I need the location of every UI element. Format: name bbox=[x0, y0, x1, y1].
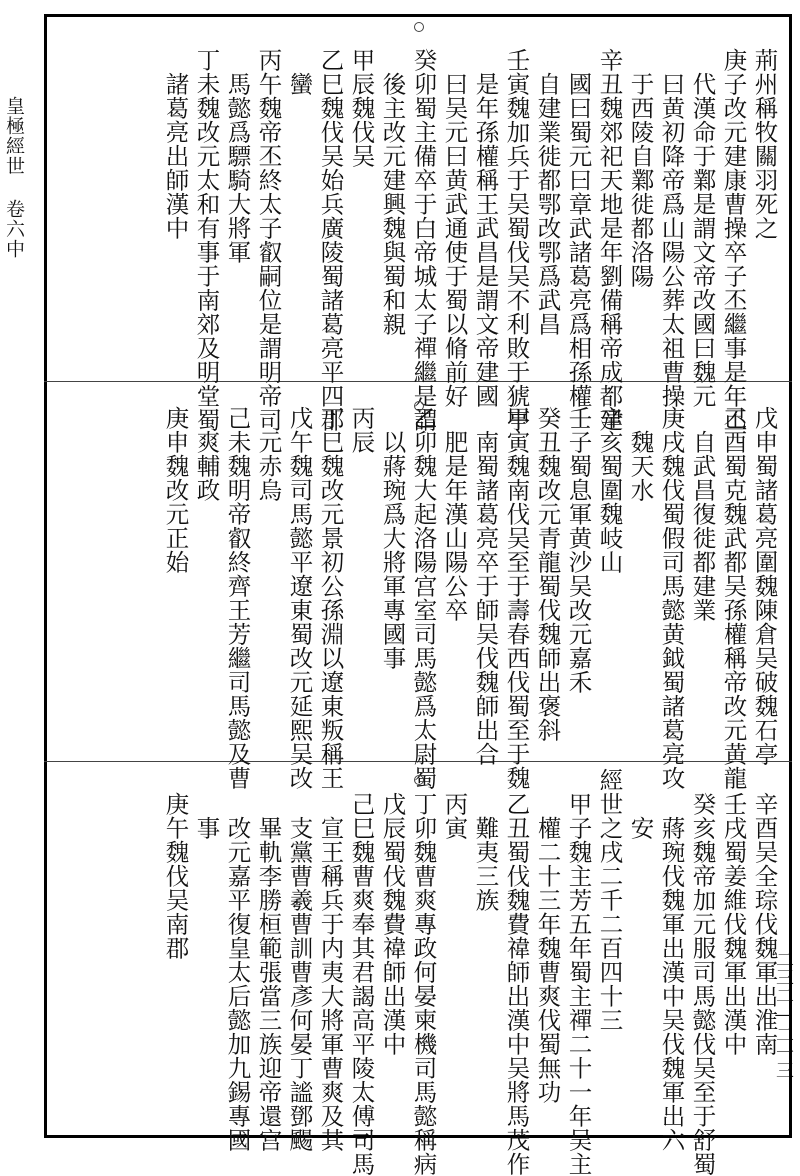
text-column: 辛酉吴全琮伐魏軍出淮南 bbox=[750, 792, 779, 1056]
text-column: 壬寅魏加兵于吴蜀伐吴不利敗于猇亭 bbox=[502, 48, 531, 432]
text-column: 曰吴元曰黄武通使于蜀以脩前好 bbox=[440, 72, 469, 408]
text-column: 國曰蜀元曰章武諸葛亮爲相孫權 bbox=[564, 72, 593, 408]
text-column: 魏天水 bbox=[626, 430, 655, 502]
text-column: 己酉蜀克魏武都吴孫權稱帝改元黄龍 bbox=[719, 406, 748, 790]
text-column: 庚子改元建康曹操卒子丕繼事是年丕 bbox=[719, 48, 748, 432]
text-column: 丁巳魏改元景初公孫淵以遼東叛稱王 bbox=[316, 406, 345, 790]
text-column: 改元嘉平復皇太后懿加九錫專國 bbox=[223, 816, 252, 1152]
text-column: 癸丑魏改元青龍蜀伐魏師出褒斜 bbox=[533, 406, 562, 742]
text-column: 支黨曹羲曹訓曹彥何晏丁謐鄧颺 bbox=[285, 816, 314, 1152]
text-column: 事 bbox=[192, 816, 221, 840]
text-column: 庚戌魏伐蜀假司馬懿黄鉞蜀諸葛亮攻 bbox=[657, 406, 686, 790]
text-column: 蔣琬伐魏軍出漢中吴伐魏軍出六 bbox=[657, 816, 686, 1152]
text-column: 己巳魏曹爽奉其君謁高平陵太傅司馬 bbox=[347, 792, 376, 1176]
text-column: 宣王稱兵于内夷大將軍曹爽及其 bbox=[316, 816, 345, 1152]
text-column: 肥是年漢山陽公卒 bbox=[440, 430, 469, 622]
text-column: 丁未魏改元太和有事于南郊及明堂蜀 bbox=[192, 48, 221, 432]
text-column: 經世之戌二千二百四十三 bbox=[595, 768, 624, 1032]
text-column: 壬子蜀息軍黄沙吴改元嘉禾 bbox=[564, 406, 593, 694]
text-column: 自建業徙都鄂改鄂爲武昌 bbox=[533, 72, 562, 336]
text-column: 甲辰魏伐吴 bbox=[347, 48, 376, 168]
page-title: 皇極經世 卷六中 bbox=[3, 96, 25, 259]
punch-hole-circle bbox=[414, 401, 424, 411]
text-column: 荊州稱牧關羽死之 bbox=[750, 48, 779, 240]
text-column: 乙丑蜀伐魏費禕師出漢中吴將馬茂作 bbox=[502, 792, 531, 1176]
text-column: 諸葛亮出師漢中 bbox=[161, 72, 190, 240]
text-column: 丙寅 bbox=[440, 792, 469, 840]
text-column: 曰黄初降帝爲山陽公葬太祖曹操 bbox=[657, 72, 686, 408]
text-column: 辛亥蜀圍魏岐山 bbox=[595, 406, 624, 574]
text-column: 權二十三年魏曹爽伐蜀無功 bbox=[533, 816, 562, 1104]
text-column: 戊辰蜀伐魏費禕師出漢中 bbox=[378, 792, 407, 1056]
text-panel bbox=[44, 382, 792, 790]
text-column: 乙卯魏大起洛陽宫室司馬懿爲太尉蜀 bbox=[409, 406, 438, 790]
text-column: 甲寅魏南伐吴至于壽春西伐蜀至于魏 bbox=[502, 406, 531, 790]
punch-hole-circle bbox=[414, 775, 424, 785]
text-column: 乙巳魏伐吴始兵廣陵蜀諸葛亮平四郡 bbox=[316, 48, 345, 432]
text-column: 辛丑魏郊祀天地是年劉備稱帝成都建 bbox=[595, 48, 624, 432]
text-column: 難夷三族 bbox=[471, 816, 500, 912]
text-column: 馬懿爲驃騎大將軍 bbox=[223, 72, 252, 264]
text-column: 以蔣琬爲大將軍專國事 bbox=[378, 430, 407, 670]
punch-hole-circle bbox=[414, 22, 424, 32]
text-column: 己未魏明帝叡終齊王芳繼司馬懿及曹 bbox=[223, 406, 252, 790]
text-column: 甲子魏主芳五年蜀主禪二十一年吴主 bbox=[564, 792, 593, 1176]
text-column: 丙辰 bbox=[347, 406, 376, 454]
text-column: 癸亥魏帝加元服司馬懿伐吴至于舒蜀 bbox=[688, 792, 717, 1176]
text-column: 丙午魏帝丕終太子叡嗣位是謂明帝司 bbox=[254, 48, 283, 432]
text-column: 丁卯魏曹爽專政何晏柬機司馬懿稱病 bbox=[409, 792, 438, 1176]
text-column: 于西陵自鄴徙都洛陽 bbox=[626, 72, 655, 288]
text-column: 畢軌李勝桓範張當三族迎帝還宫 bbox=[254, 816, 283, 1152]
text-column: 安 bbox=[626, 816, 655, 840]
text-column: 壬戌蜀姜維伐魏軍出漢中 bbox=[719, 792, 748, 1056]
text-column: 元赤烏 bbox=[254, 430, 283, 502]
text-column: 癸卯蜀主備卒于白帝城太子禪繼是謂 bbox=[409, 48, 438, 432]
text-column: 蠻 bbox=[285, 72, 314, 96]
text-column: 南蜀諸葛亮卒于師吴伐魏師出合 bbox=[471, 430, 500, 766]
text-column: 爽輔政 bbox=[192, 430, 221, 502]
text-column: 自武昌復徙都建業 bbox=[688, 430, 717, 622]
text-panel bbox=[44, 762, 792, 1176]
text-column: 庚申魏改元正始 bbox=[161, 406, 190, 574]
text-column: 後主改元建興魏與蜀和親 bbox=[378, 72, 407, 336]
text-column: 戊申蜀諸葛亮圍魏陳倉吴破魏石亭 bbox=[750, 406, 779, 766]
page-number: 二三二—二一三 bbox=[773, 950, 794, 1079]
text-column: 庚午魏伐吴南郡 bbox=[161, 792, 190, 960]
text-column: 是年孫權稱王武昌是謂文帝建國 bbox=[471, 72, 500, 408]
text-column: 戊午魏司馬懿平遼東蜀改元延熙吴改 bbox=[285, 406, 314, 790]
text-column: 代漢命于鄴是謂文帝改國曰魏元 bbox=[688, 72, 717, 408]
